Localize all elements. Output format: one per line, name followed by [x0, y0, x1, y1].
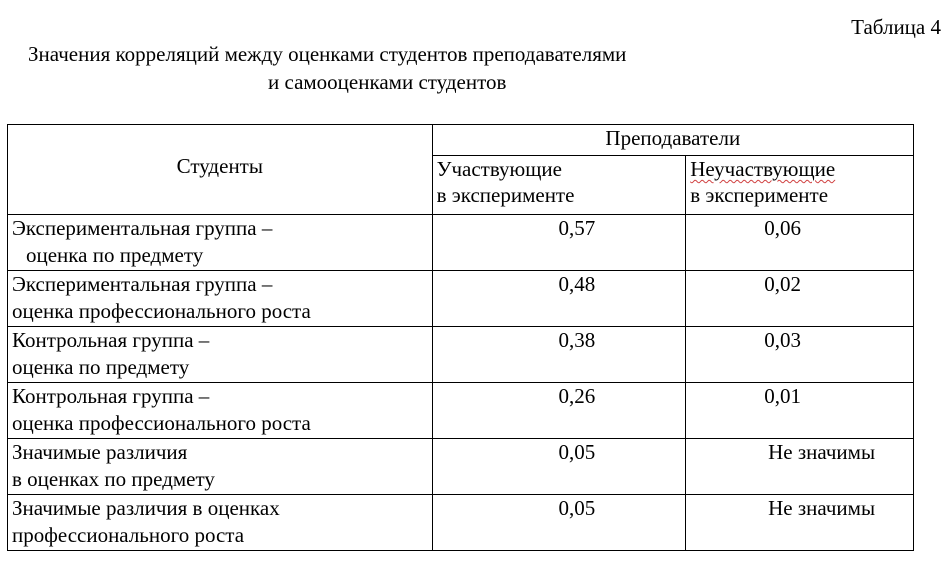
caption-line-1: Значения корреляций между оценками студентов преподавателями [28, 42, 627, 66]
header-row-1 [8, 125, 914, 156]
caption-line-2: и самооценками студентов [268, 70, 507, 94]
row-label-line-1: Значимые различия [12, 440, 188, 464]
table-number: Таблица 4 [851, 15, 941, 39]
row-label [8, 215, 433, 271]
row-label-line-1: Контрольная группа – [12, 384, 210, 408]
value-non-participating: 0,06 [686, 215, 914, 271]
row-label [8, 439, 433, 495]
header-participating-line-1: Участвующие [436, 157, 562, 182]
table-row [8, 327, 914, 383]
value-non-participating: Не значимы [686, 495, 914, 551]
header-non-participating-line-2: в эксперименте [690, 183, 829, 208]
row-label-line-1: Экспериментальная группа – [12, 272, 273, 296]
table-caption [28, 40, 728, 96]
header-participating-line-2: в эксперименте [436, 183, 575, 208]
row-label-line-2: оценка по предмету [12, 355, 190, 379]
row-label-line-1: Экспериментальная группа – [12, 216, 273, 240]
table-row [8, 495, 914, 551]
value-participating: 0,38 [432, 327, 686, 383]
value-participating: 0,26 [432, 383, 686, 439]
header-non-participating-line-1: Неучаствующие [690, 157, 836, 182]
row-label-line-2: в оценках по предмету [12, 467, 215, 491]
row-label [8, 327, 433, 383]
header-teachers: Преподаватели [432, 125, 913, 156]
value-participating: 0,57 [432, 215, 686, 271]
table-row [8, 271, 914, 327]
row-label-line-2: оценка профессионального роста [12, 299, 311, 323]
value-participating: 0,48 [432, 271, 686, 327]
header-non-participating [686, 156, 914, 215]
row-label-line-2: профессионального роста [12, 523, 245, 547]
table-row [8, 439, 914, 495]
value-non-participating: 0,02 [686, 271, 914, 327]
value-participating: 0,05 [432, 439, 686, 495]
value-participating: 0,05 [432, 495, 686, 551]
header-students: Студенты [8, 125, 433, 215]
row-label-line-2: оценка по предмету [26, 243, 204, 267]
value-non-participating: 0,01 [686, 383, 914, 439]
row-label [8, 383, 433, 439]
correlation-table [7, 124, 914, 551]
table-row [8, 215, 914, 271]
row-label [8, 271, 433, 327]
header-participating [432, 156, 686, 215]
row-label [8, 495, 433, 551]
row-label-line-2: оценка профессионального роста [12, 411, 311, 435]
table-row [8, 383, 914, 439]
row-label-line-1: Значимые различия в оценках [12, 496, 280, 520]
value-non-participating: Не значимы [686, 439, 914, 495]
row-label-line-1: Контрольная группа – [12, 328, 210, 352]
value-non-participating: 0,03 [686, 327, 914, 383]
